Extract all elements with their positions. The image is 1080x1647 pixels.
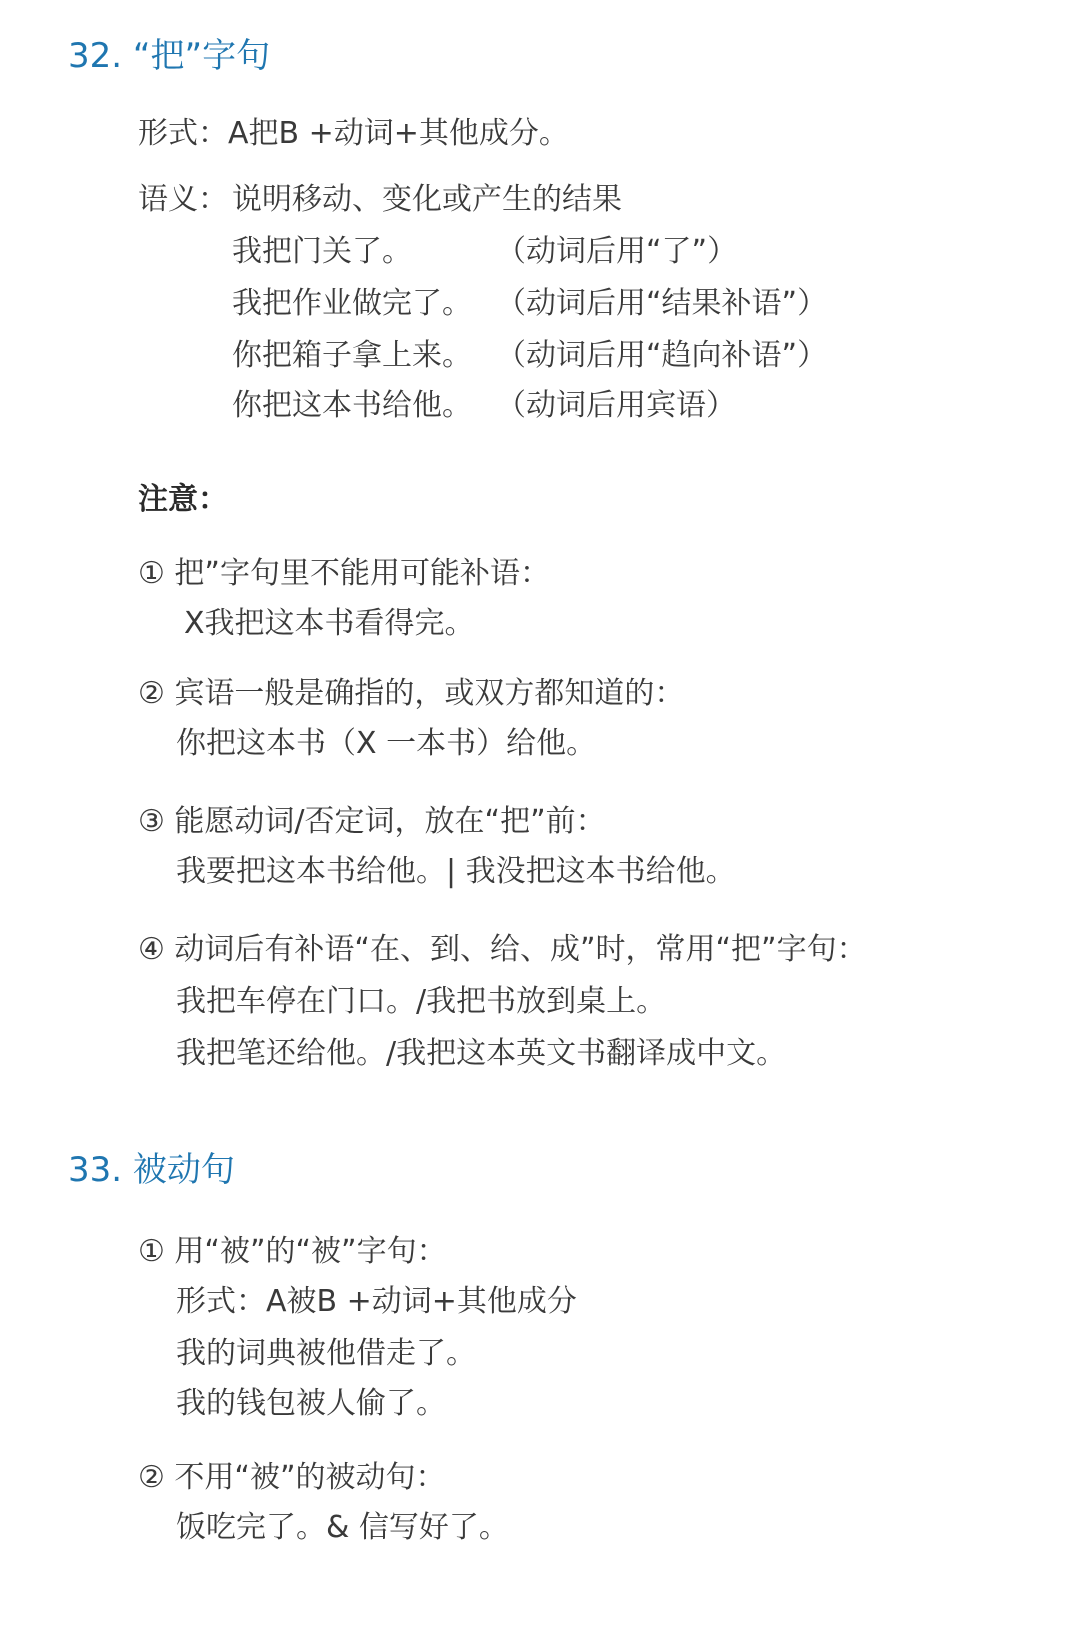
example-note: （动词后用“结果补语”） [496, 286, 828, 321]
item-line: 我的钱包被人偷了。 [176, 1386, 446, 1421]
notes-title: 注意： [138, 482, 228, 517]
example-note: （动词后用“了”） [496, 234, 738, 269]
note-line: 我要把这本书给他。| 我没把这本书给他。 [176, 854, 736, 889]
note-head: ① 把”字句里不能用可能补语： [138, 556, 550, 591]
item-head: ① 用“被”的“被”字句： [138, 1234, 447, 1269]
example-sentence: 你把这本书给他。 [232, 388, 472, 423]
item-line: 形式：A被B +动词+其他成分 [176, 1284, 577, 1319]
note-line: 我把笔还给他。/我把这本英文书翻译成中文。 [176, 1036, 787, 1071]
note-line: X我把这本书看得完。 [184, 606, 475, 641]
meaning-label: 语义： [138, 182, 228, 217]
example-sentence: 你把箱子拿上来。 [232, 338, 472, 373]
example-note: （动词后用“趋向补语”） [496, 338, 828, 373]
note-head: ② 宾语一般是确指的，或双方都知道的： [138, 676, 685, 711]
note-line: 我把车停在门口。/我把书放到桌上。 [176, 984, 667, 1019]
example-sentence: 我把作业做完了。 [232, 286, 472, 321]
example-sentence: 我把门关了。 [232, 234, 412, 269]
item-line: 我的词典被他借走了。 [176, 1336, 476, 1371]
meaning-text: 说明移动、变化或产生的结果 [232, 182, 622, 217]
note-head: ③ 能愿动词/否定词，放在“把”前： [138, 804, 606, 839]
example-note: （动词后用宾语） [496, 388, 736, 423]
note-line: 你把这本书（X 一本书）给他。 [176, 726, 597, 761]
note-head: ④ 动词后有补语“在、到、给、成”时，常用“把”字句： [138, 932, 867, 967]
section-title: 32. “把”字句 [68, 36, 271, 76]
form-line: 形式：A把B +动词+其他成分。 [138, 116, 569, 151]
item-head: ② 不用“被”的被动句： [138, 1460, 446, 1495]
item-line: 饭吃完了。& 信写好了。 [176, 1510, 509, 1545]
section-title: 33. 被动句 [68, 1150, 235, 1190]
